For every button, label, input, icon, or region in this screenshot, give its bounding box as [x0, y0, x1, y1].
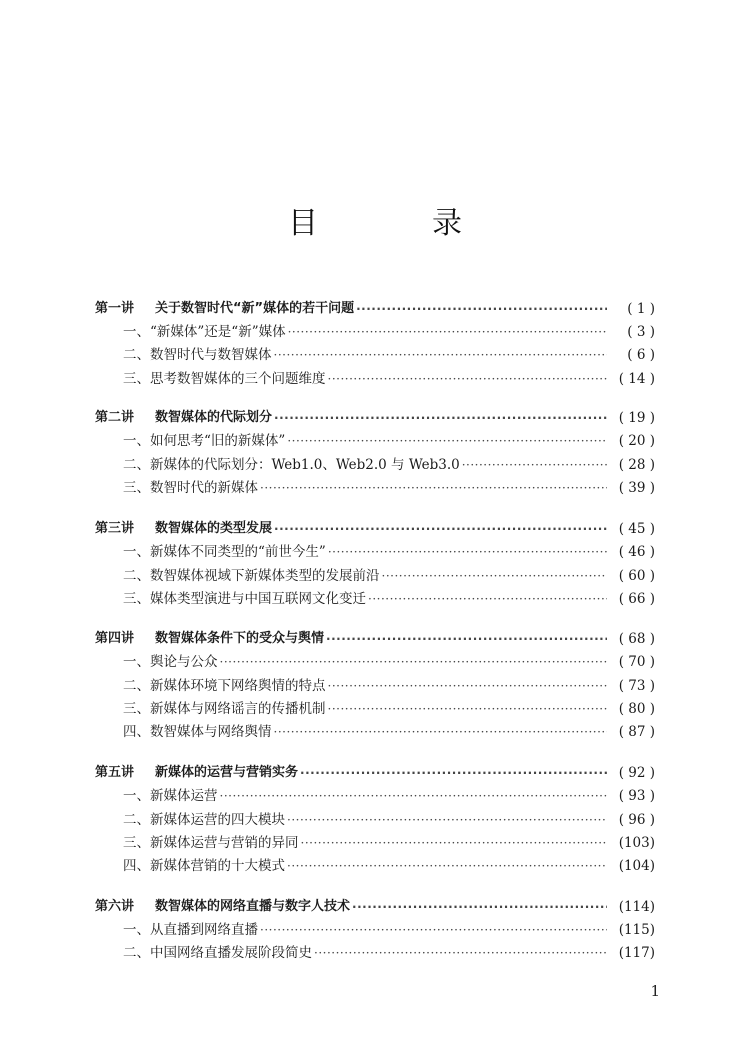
section-title: 三、媒体类型演进与中国互联网文化变迁	[123, 591, 366, 607]
page-title: 目 录	[288, 206, 504, 241]
section-title: 二、新媒体环境下网络舆情的特点	[123, 678, 326, 694]
chapter-number: 第三讲	[95, 521, 135, 536]
toc-chapter-2[interactable]	[0, 407, 750, 429]
page-number: (103)	[618, 835, 655, 851]
section-title: 三、新媒体运营与营销的异同	[123, 835, 299, 851]
dot-leader	[326, 628, 607, 650]
chapter-number: 第四讲	[95, 631, 135, 646]
toc-chapter-6[interactable]	[0, 896, 750, 918]
section-title: 四、数智媒体与网络舆情	[123, 724, 272, 740]
section-title: 三、新媒体与网络谣言的传播机制	[123, 701, 326, 717]
toc-section[interactable]	[0, 855, 750, 877]
dot-leader	[328, 675, 608, 697]
page-number: ( 19 )	[618, 410, 655, 426]
dot-leader	[356, 298, 607, 320]
page-number: (117)	[618, 945, 655, 961]
dot-leader	[274, 407, 607, 429]
toc-section[interactable]	[0, 368, 750, 390]
section-title: 三、思考数智媒体的三个问题维度	[123, 371, 326, 387]
page-number: (114)	[618, 899, 655, 915]
page-number: ( 46 )	[618, 544, 655, 560]
chapter-title: 数智媒体的类型发展	[155, 521, 273, 536]
page-number: ( 45 )	[618, 521, 655, 537]
page-number: ( 39 )	[618, 480, 655, 496]
toc-chapter-1[interactable]	[0, 298, 750, 320]
page-number: ( 68 )	[618, 631, 655, 647]
page-number: ( 80 )	[618, 701, 655, 717]
toc-section[interactable]	[0, 454, 750, 476]
chapter-title: 数智媒体的代际划分	[155, 410, 273, 425]
dot-leader	[300, 762, 607, 784]
chapter-number: 第五讲	[95, 765, 135, 780]
section-title: 一、“新媒体”还是“新”媒体	[123, 324, 286, 340]
chapter-number: 第六讲	[95, 899, 135, 914]
dot-leader	[220, 651, 608, 673]
page-number: ( 6 )	[627, 347, 655, 363]
page-number: ( 70 )	[618, 654, 655, 670]
dot-leader	[328, 368, 608, 390]
dot-leader	[274, 344, 608, 366]
chapter-title: 数智媒体的网络直播与数字人技术	[155, 899, 351, 914]
toc-section[interactable]	[0, 588, 750, 610]
page-number: (115)	[618, 922, 655, 938]
toc-section[interactable]	[0, 541, 750, 563]
toc-section[interactable]	[0, 942, 750, 964]
page-number: ( 14 )	[618, 371, 655, 387]
page-number: ( 28 )	[618, 457, 655, 473]
dot-leader	[288, 321, 607, 343]
page-number: ( 66 )	[618, 591, 655, 607]
toc-section[interactable]	[0, 477, 750, 499]
section-title: 一、新媒体运营	[123, 788, 218, 804]
section-title: 二、数智时代与数智媒体	[123, 347, 272, 363]
dot-leader	[328, 698, 608, 720]
toc-section[interactable]	[0, 785, 750, 807]
dot-leader	[274, 518, 607, 540]
toc-section[interactable]	[0, 430, 750, 452]
chapter-number: 第一讲	[95, 301, 135, 316]
section-title: 一、舆论与公众	[123, 654, 218, 670]
dot-leader	[314, 942, 607, 964]
toc-section[interactable]	[0, 809, 750, 831]
dot-leader	[462, 454, 607, 476]
dot-leader	[287, 855, 607, 877]
toc-section[interactable]	[0, 832, 750, 854]
toc-chapter-5[interactable]	[0, 762, 750, 784]
section-title: 四、新媒体营销的十大模式	[123, 858, 285, 874]
toc-chapter-4[interactable]	[0, 628, 750, 650]
page-number: ( 96 )	[618, 812, 655, 828]
chapter-number: 第二讲	[95, 410, 135, 425]
page-number: (104)	[618, 858, 655, 874]
dot-leader	[220, 785, 608, 807]
section-title: 二、新媒体运营的四大模块	[123, 812, 285, 828]
dot-leader	[352, 896, 607, 918]
dot-leader	[328, 541, 607, 563]
toc-section[interactable]	[0, 698, 750, 720]
page-number: ( 1 )	[627, 301, 655, 317]
toc-section[interactable]	[0, 675, 750, 697]
dot-leader	[382, 565, 608, 587]
section-title: 一、如何思考“旧的新媒体”	[123, 433, 286, 449]
dot-leader	[368, 588, 607, 610]
dot-leader	[301, 832, 608, 854]
section-title: 一、从直播到网络直播	[123, 922, 258, 938]
page-number: ( 73 )	[618, 678, 655, 694]
dot-leader	[274, 721, 608, 743]
page-number: ( 3 )	[627, 324, 655, 340]
page-folio-number: 1	[650, 982, 660, 1000]
dot-leader	[287, 809, 607, 831]
chapter-title: 数智媒体条件下的受众与舆情	[155, 631, 325, 646]
dot-leader	[287, 430, 607, 452]
toc-chapter-3[interactable]	[0, 518, 750, 540]
section-title: 二、中国网络直播发展阶段简史	[123, 945, 312, 961]
dot-leader	[260, 477, 607, 499]
toc-section[interactable]	[0, 651, 750, 673]
section-title: 三、数智时代的新媒体	[123, 480, 258, 496]
chapter-title: 新媒体的运营与营销实务	[155, 765, 299, 780]
toc-section[interactable]	[0, 321, 750, 343]
toc-section[interactable]	[0, 721, 750, 743]
toc-section[interactable]	[0, 344, 750, 366]
page-number: ( 20 )	[618, 433, 655, 449]
section-title: 一、新媒体不同类型的“前世今生”	[123, 544, 326, 560]
page-number: ( 87 )	[618, 724, 655, 740]
chapter-title: 关于数智时代“新”媒体的若干问题	[155, 301, 355, 316]
section-title: 二、数智媒体视域下新媒体类型的发展前沿	[123, 568, 380, 584]
toc-section[interactable]	[0, 565, 750, 587]
section-title: 二、新媒体的代际划分：Web1.0、Web2.0 与 Web3.0	[123, 457, 460, 473]
toc-section[interactable]	[0, 919, 750, 941]
page-number: ( 92 )	[618, 765, 655, 781]
dot-leader	[260, 919, 607, 941]
page-number: ( 93 )	[618, 788, 655, 804]
page-number: ( 60 )	[618, 568, 655, 584]
